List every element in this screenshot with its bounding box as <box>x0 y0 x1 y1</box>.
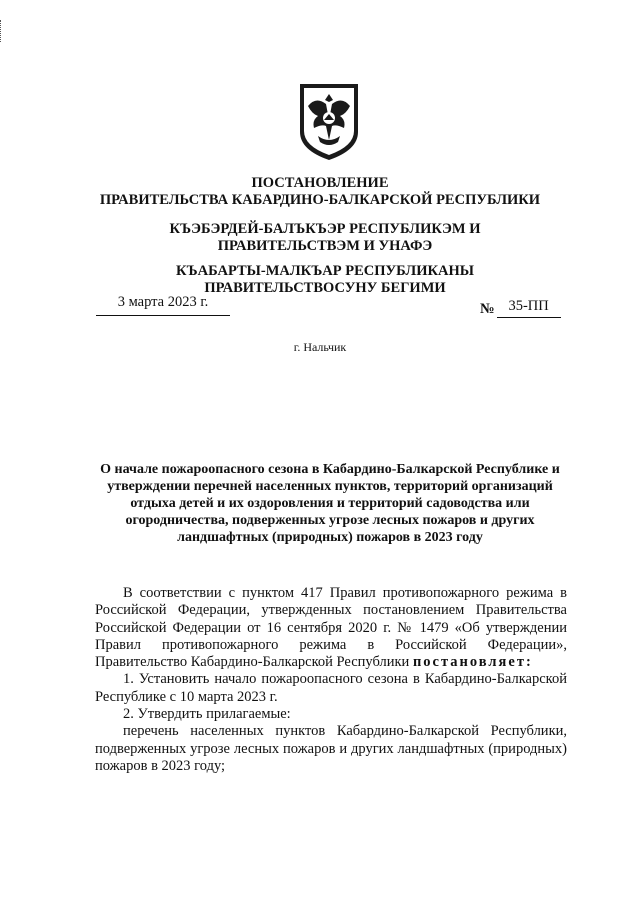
resolves-word: постановляет: <box>412 654 533 671</box>
document-subject: О начале пожароопасного сезона в Кабардино-Балкарской Республике и утверждении перечней населенных пунктов, территорий организаций отдыха детей и их оздоровления и территорий садоводства или огородничества, подверженных угрозе лесных пожаров и других ландшафтных (природных) пожаров в 2023 году <box>100 462 560 545</box>
balkar-title: КЪАБАРТЫ-МАЛКЪАР РЕСПУБЛИКАНЫ ПРАВИТЕЛЬСТВОСУНУ БЕГИМИ <box>176 263 474 296</box>
document-date: 3 марта 2023 г. <box>96 294 230 316</box>
title-line-2: ПРАВИТЕЛЬСТВА КАБАРДИНО-БАЛКАРСКОЙ РЕСПУБЛИКИ <box>99 192 541 208</box>
number-sign: № <box>480 301 495 317</box>
city-name: г. Нальчик <box>293 340 347 354</box>
item-2-list-1: перечень населенных пунктов Кабардино-Балкарской Республики, подверженных угрозе лесных пожаров и других ландшафтных (природных) пожаров в 2023 году; <box>95 723 567 774</box>
kabardian-title: КЪЭБЭРДЕЙ-БАЛЪКЪЭР РЕСПУБЛИКЭМ И ПРАВИТЕЛЬСТВЭМ И УНАФЭ <box>169 221 481 254</box>
scan-edge-mark <box>0 20 3 42</box>
document-number <box>480 298 561 318</box>
preamble-text: В соответствии с пунктом 417 Правил противопожарного режима в Российской Федерации, утвержденных постановлением Правительства Российской Федерации от 16 сентября 2020 г. № 1479 «Об утверждении Правил противопожарного режима в Российской Федерации», Правительство Кабардино-Балкарской Республики <box>95 585 567 671</box>
document-title <box>0 175 640 209</box>
document-body <box>95 585 567 775</box>
item-1: 1. Установить начало пожароопасного сезона в Кабардино-Балкарской Республике с 10 марта 2023 г. <box>95 671 567 705</box>
number-value: 35-ПП <box>497 298 561 318</box>
title-line-1: ПОСТАНОВЛЕНИЕ <box>251 175 389 191</box>
item-2: 2. Утвердить прилагаемые: <box>123 706 291 723</box>
coat-of-arms-emblem <box>296 80 362 162</box>
preamble-paragraph <box>95 585 567 671</box>
